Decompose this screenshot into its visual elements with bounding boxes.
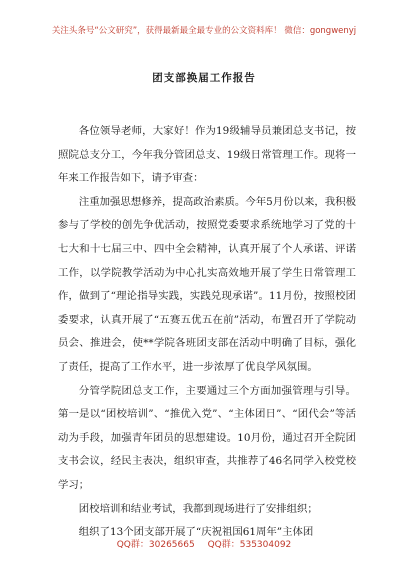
document-title: 团支部换届工作报告 [152, 72, 256, 84]
footer-contacts [0, 537, 408, 550]
paragraph: 注重加强思想修养，提高政治素质。今年5月份以来，我积极参与了学校的创先争优活动，按照党委要求系统地学习了党的十七大和十七届三中、四中全会精神，认真开展了个人承诺、评诺工作，以学院教学活动为中心扎实高效地开展了学生日常管理工作，做到了“理论指导实践，实践兑现承诺”。11月份，按照校团委要求，认真开展了“五赛五优五在前”活动，布置召开了学院动员会、推进会，使**学院各班团支部在活动中明确了目标，强化了责任，提高了工作水平，进一步浓厚了优良学风氛围。 [58, 195, 356, 373]
paragraph: 组织了13个团支部开展了“庆祝祖国61周年”主体团 [78, 526, 314, 539]
document-body [58, 120, 356, 545]
paragraph: 分管学院团总支工作，主要通过三个方面加强管理与引导。第一是以“团校培训”、“推优入党”、“主体团日”、“团代会”等活动为手段，加强青年团员的思想建设。10月份，通过召开全院团支书会议，经民主表决，组织审查，共推荐了46名同学入校党校学习； [58, 384, 356, 491]
paragraph: 各位领导老师，大家好！作为19级辅导员兼团总支书记，按照院总支分工，今年我分管团总支、19级日常管理工作。现将一年来工作报告如下，请予审查： [58, 125, 356, 185]
qq-group-2: QQ群：535304092 [207, 540, 292, 550]
paragraph: 团校培训和结业考试，我都到现场进行了安排组织； [78, 502, 318, 515]
qq-group-1: QQ群：30265665 [116, 540, 195, 550]
header-note: 关注头条号“公文研究”，获得最新最全最专业的公文资料库！ 微信：gongwenyj [51, 26, 357, 36]
